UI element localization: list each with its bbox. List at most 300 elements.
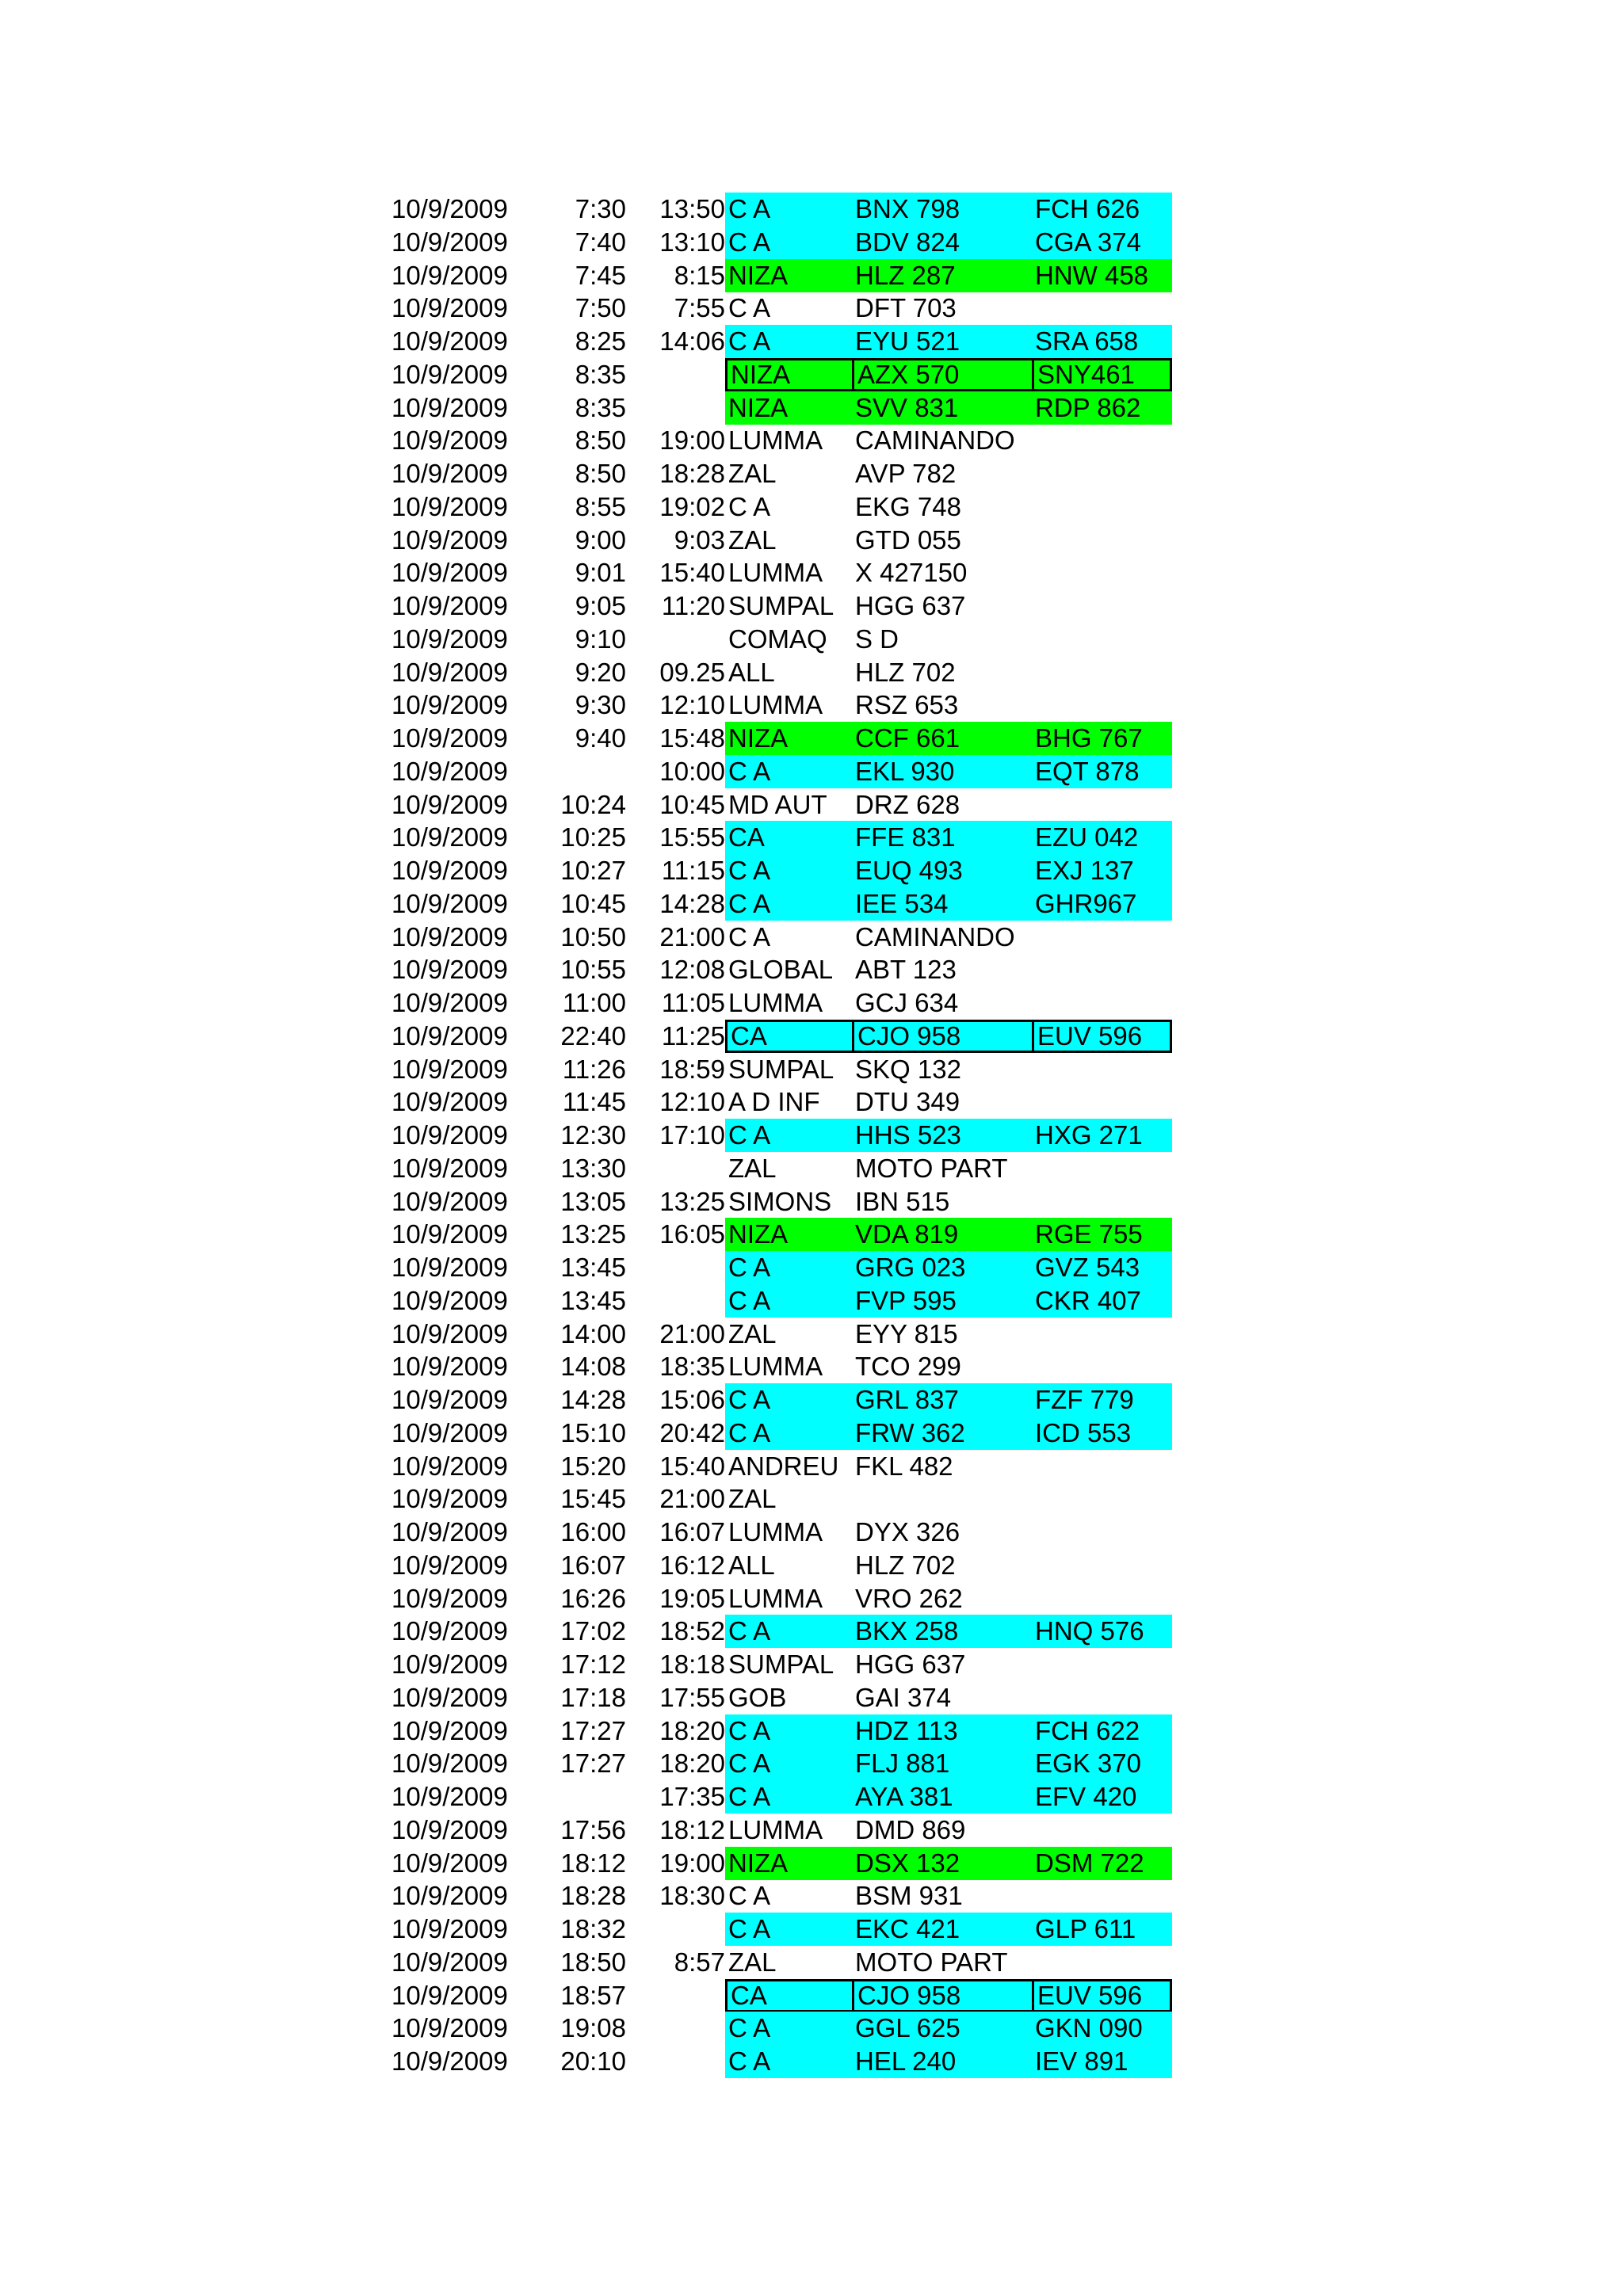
cell-time-in: 9:00 — [575, 524, 626, 555]
cell-time-in: 9:01 — [575, 558, 626, 588]
cell-date: 10/9/2009 — [391, 1417, 508, 1447]
cell-plate-2 — [1035, 953, 1172, 986]
cell-company: NIZA — [725, 1218, 855, 1251]
cell-time-out: 14:28 — [659, 888, 725, 918]
cell-plate-2 — [1035, 1516, 1172, 1549]
cell-plate-1: FKL 482 — [855, 1451, 953, 1481]
cell-plate-2: HNW 458 — [1032, 259, 1172, 292]
cell-time-in: 11:45 — [562, 1087, 626, 1117]
cell-company: ANDREU — [728, 1451, 839, 1481]
cell-time-out: 18:12 — [659, 1814, 725, 1844]
cell-date: 10/9/2009 — [391, 1682, 508, 1712]
cell-plate-2 — [1035, 656, 1172, 689]
cell-time-in: 9:20 — [575, 657, 626, 687]
cell-plate-2 — [1035, 1185, 1172, 1219]
cell-date: 10/9/2009 — [391, 1219, 508, 1249]
cell-time-out: 8:57 — [674, 1947, 725, 1977]
cell-plate-2: SNY461 — [1032, 358, 1172, 391]
cell-date: 10/9/2009 — [391, 1583, 508, 1613]
table-row — [0, 1979, 1623, 2012]
cell-company: GOB — [728, 1682, 787, 1712]
cell-date: 10/9/2009 — [391, 1087, 508, 1117]
cell-plate-1: CAMINANDO — [855, 425, 1015, 456]
cell-date: 10/9/2009 — [391, 921, 508, 952]
cell-plate-2 — [1035, 1946, 1172, 1979]
cell-company: LUMMA — [728, 1583, 823, 1613]
table-row — [0, 556, 1623, 589]
cell-time-out: 17:55 — [659, 1682, 725, 1712]
table-row — [0, 688, 1623, 722]
cell-plate-2: HXG 271 — [1032, 1119, 1172, 1152]
cell-time-out: 18:18 — [659, 1650, 725, 1679]
cell-time-out: 16:12 — [659, 1550, 725, 1580]
table-row — [0, 1648, 1623, 1681]
cell-time-in: 16:07 — [560, 1550, 626, 1580]
cell-company: C A — [725, 325, 855, 358]
cell-company: C A — [725, 1913, 855, 1946]
cell-plate-1: HLZ 702 — [855, 657, 956, 687]
cell-time-out — [618, 2012, 725, 2045]
cell-plate-2 — [1035, 1053, 1172, 1086]
cell-plate-1 — [855, 1482, 1035, 1516]
cell-date: 10/9/2009 — [391, 1848, 508, 1878]
cell-time-in: 14:08 — [560, 1352, 626, 1382]
cell-plate-2: CGA 374 — [1032, 226, 1172, 259]
cell-time-in: 17:12 — [560, 1650, 626, 1679]
table-row — [0, 1482, 1623, 1516]
cell-plate-1: CAMINANDO — [855, 921, 1015, 952]
table-row — [0, 887, 1623, 921]
table-row — [0, 1085, 1623, 1119]
cell-time-in: 15:20 — [560, 1451, 626, 1481]
cell-time-out — [618, 623, 725, 656]
cell-time-out: 16:07 — [659, 1517, 725, 1547]
cell-time-in: 8:35 — [575, 359, 626, 389]
cell-company: A D INF — [728, 1087, 820, 1117]
table-row — [0, 259, 1623, 292]
cell-company: ZAL — [728, 1153, 777, 1183]
cell-company: C A — [725, 193, 855, 226]
cell-company: NIZA — [725, 259, 855, 292]
cell-plate-2 — [1035, 424, 1172, 457]
table-row — [0, 490, 1623, 524]
table-row — [0, 358, 1623, 391]
cell-date: 10/9/2009 — [391, 756, 508, 786]
table-row — [0, 1516, 1623, 1549]
table-row — [0, 1417, 1623, 1450]
cell-date: 10/9/2009 — [391, 591, 508, 620]
cell-company: C A — [728, 293, 771, 323]
cell-time-in: 22:40 — [560, 1020, 626, 1051]
table-row — [0, 1450, 1623, 1483]
cell-company: C A — [728, 921, 771, 952]
cell-plate-2 — [1035, 292, 1172, 325]
cell-time-in: 10:55 — [560, 955, 626, 985]
cell-date: 10/9/2009 — [391, 1484, 508, 1514]
cell-time-in: 10:25 — [560, 822, 626, 852]
cell-plate-1: CJO 958 — [852, 1979, 1035, 2012]
cell-time-in: 19:08 — [560, 2013, 626, 2043]
cell-time-out: 13:10 — [659, 227, 725, 257]
cell-plate-2 — [1035, 1549, 1172, 1582]
cell-time-in: 10:45 — [560, 888, 626, 918]
cell-plate-2: CKR 407 — [1032, 1284, 1172, 1318]
cell-company: MD AUT — [728, 789, 827, 819]
cell-company: NIZA — [725, 358, 855, 391]
table-row — [0, 1318, 1623, 1351]
cell-time-out: 8:15 — [674, 260, 725, 290]
cell-time-out: 9:03 — [674, 524, 725, 555]
cell-date: 10/9/2009 — [391, 1020, 508, 1051]
cell-plate-2: FCH 626 — [1032, 193, 1172, 226]
cell-time-out: 12:10 — [659, 1087, 725, 1117]
cell-plate-2 — [1035, 1482, 1172, 1516]
cell-company: CA — [725, 821, 855, 854]
cell-company: ZAL — [728, 459, 777, 488]
cell-plate-1: GGL 625 — [852, 2012, 1035, 2045]
cell-plate-1: HEL 240 — [852, 2045, 1035, 2078]
table-row — [0, 2012, 1623, 2045]
cell-date: 10/9/2009 — [391, 856, 508, 885]
cell-time-in: 9:40 — [575, 723, 626, 753]
cell-company: LUMMA — [728, 425, 823, 456]
cell-plate-2: EGK 370 — [1032, 1747, 1172, 1780]
cell-time-in: 13:45 — [560, 1285, 626, 1315]
cell-date: 10/9/2009 — [391, 524, 508, 555]
cell-date: 10/9/2009 — [391, 425, 508, 456]
cell-company: C A — [725, 2045, 855, 2078]
cell-company: SUMPAL — [728, 1054, 834, 1084]
table-row — [0, 524, 1623, 557]
cell-plate-2: BHG 767 — [1032, 722, 1172, 755]
cell-time-in: 8:50 — [575, 425, 626, 456]
table-row — [0, 854, 1623, 887]
cell-company: ALL — [728, 657, 775, 687]
cell-company: C A — [725, 1119, 855, 1152]
cell-time-out: 15:48 — [659, 723, 725, 753]
cell-plate-2 — [1035, 788, 1172, 822]
cell-company: LUMMA — [728, 690, 823, 720]
cell-plate-1: FLJ 881 — [852, 1747, 1035, 1780]
cell-time-in: 14:28 — [560, 1385, 626, 1414]
table-row — [0, 986, 1623, 1020]
table-row — [0, 1350, 1623, 1383]
cell-company: C A — [725, 887, 855, 921]
cell-plate-2 — [1035, 1350, 1172, 1383]
cell-time-in: 15:10 — [560, 1417, 626, 1447]
cell-date: 10/9/2009 — [391, 657, 508, 687]
cell-time-out: 20:42 — [659, 1417, 725, 1447]
cell-company: SUMPAL — [728, 591, 834, 620]
table-row — [0, 1879, 1623, 1913]
cell-time-in — [507, 1780, 626, 1814]
cell-date: 10/9/2009 — [391, 1881, 508, 1911]
cell-time-out: 7:55 — [674, 293, 725, 323]
cell-company: C A — [725, 1417, 855, 1450]
cell-time-out — [618, 1979, 725, 2012]
cell-plate-1: DTU 349 — [855, 1087, 960, 1117]
cell-plate-2 — [1035, 524, 1172, 557]
cell-plate-1: DYX 326 — [855, 1517, 960, 1547]
cell-plate-1: HGG 637 — [855, 591, 966, 620]
cell-time-in: 8:50 — [575, 459, 626, 488]
cell-company: C A — [725, 1714, 855, 1748]
cell-time-out: 18:20 — [659, 1749, 725, 1779]
cell-time-in: 11:26 — [562, 1054, 626, 1084]
cell-plate-2: HNQ 576 — [1032, 1615, 1172, 1648]
cell-plate-2 — [1035, 1879, 1172, 1913]
cell-time-out: 18:35 — [659, 1352, 725, 1382]
cell-time-out: 19:00 — [659, 425, 725, 456]
cell-time-out — [618, 1284, 725, 1318]
cell-time-in: 17:56 — [560, 1814, 626, 1844]
cell-date: 10/9/2009 — [391, 1186, 508, 1216]
cell-time-in: 8:35 — [575, 392, 626, 422]
cell-time-in: 13:05 — [560, 1186, 626, 1216]
table-row — [0, 1383, 1623, 1417]
cell-plate-2: GVZ 543 — [1032, 1251, 1172, 1284]
cell-plate-1: AVP 782 — [855, 459, 957, 488]
cell-time-in: 9:30 — [575, 690, 626, 720]
cell-plate-2: GKN 090 — [1032, 2012, 1172, 2045]
cell-time-out: 18:20 — [659, 1715, 725, 1745]
cell-plate-2: EUV 596 — [1032, 1979, 1172, 2012]
cell-time-out: 10:45 — [659, 789, 725, 819]
cell-date: 10/9/2009 — [391, 624, 508, 654]
cell-plate-2: EZU 042 — [1032, 821, 1172, 854]
cell-time-in: 7:30 — [575, 194, 626, 223]
cell-company: ZAL — [728, 524, 777, 555]
cell-time-out: 12:08 — [659, 955, 725, 985]
cell-time-in: 7:45 — [575, 260, 626, 290]
table-row — [0, 1946, 1623, 1979]
cell-company: C A — [725, 1251, 855, 1284]
cell-date: 10/9/2009 — [391, 1318, 508, 1348]
table-row — [0, 2045, 1623, 2078]
cell-company: C A — [725, 1383, 855, 1417]
cell-date: 10/9/2009 — [391, 359, 508, 389]
cell-time-out: 15:06 — [659, 1385, 725, 1414]
cell-company: C A — [728, 491, 771, 521]
cell-time-out: 15:40 — [659, 558, 725, 588]
cell-plate-1: X 427150 — [855, 558, 968, 588]
cell-company: C A — [728, 1881, 771, 1911]
cell-date: 10/9/2009 — [391, 988, 508, 1017]
cell-company: C A — [725, 1780, 855, 1814]
cell-company: LUMMA — [728, 1517, 823, 1547]
cell-date: 10/9/2009 — [391, 1650, 508, 1679]
cell-date: 10/9/2009 — [391, 1616, 508, 1646]
cell-company: LUMMA — [728, 1352, 823, 1382]
cell-company: SIMONS — [728, 1186, 832, 1216]
cell-time-in: 7:50 — [575, 293, 626, 323]
table-row — [0, 755, 1623, 788]
cell-plate-1: EYY 815 — [855, 1318, 958, 1348]
cell-date: 10/9/2009 — [391, 1054, 508, 1084]
cell-date: 10/9/2009 — [391, 723, 508, 753]
cell-date: 10/9/2009 — [391, 1253, 508, 1282]
table-row — [0, 1814, 1623, 1847]
cell-company: C A — [725, 854, 855, 887]
cell-company: C A — [725, 2012, 855, 2045]
cell-plate-1: EUQ 493 — [852, 854, 1035, 887]
cell-plate-1: RSZ 653 — [855, 690, 959, 720]
cell-time-in: 17:27 — [560, 1749, 626, 1779]
cell-plate-1: BNX 798 — [852, 193, 1035, 226]
cell-plate-2: EQT 878 — [1032, 755, 1172, 788]
cell-plate-1: BSM 931 — [855, 1881, 963, 1911]
cell-date: 10/9/2009 — [391, 2046, 508, 2076]
cell-date: 10/9/2009 — [391, 955, 508, 985]
cell-plate-1: AYA 381 — [852, 1780, 1035, 1814]
cell-time-out: 11:25 — [661, 1020, 725, 1051]
cell-time-out: 11:05 — [661, 988, 725, 1017]
cell-plate-2 — [1035, 1085, 1172, 1119]
cell-plate-1: DSX 132 — [852, 1847, 1035, 1880]
cell-time-out: 21:00 — [659, 1484, 725, 1514]
cell-time-in: 10:24 — [560, 789, 626, 819]
cell-plate-1: S D — [855, 624, 899, 654]
table-row — [0, 921, 1623, 954]
cell-company: C A — [725, 1615, 855, 1648]
table-row — [0, 193, 1623, 226]
cell-date: 10/9/2009 — [391, 1814, 508, 1844]
cell-plate-2 — [1035, 1318, 1172, 1351]
cell-date: 10/9/2009 — [391, 1451, 508, 1481]
cell-company: NIZA — [725, 391, 855, 425]
cell-time-in: 13:25 — [560, 1219, 626, 1249]
cell-company: ZAL — [728, 1484, 777, 1514]
cell-plate-1: HHS 523 — [852, 1119, 1035, 1152]
cell-plate-1: MOTO PART — [855, 1153, 1008, 1183]
cell-time-out: 17:10 — [659, 1120, 725, 1150]
cell-time-in: 9:10 — [575, 624, 626, 654]
cell-date: 10/9/2009 — [391, 2013, 508, 2043]
cell-date: 10/9/2009 — [391, 1715, 508, 1745]
cell-time-out: 18:30 — [659, 1881, 725, 1911]
table-row — [0, 589, 1623, 623]
cell-plate-2 — [1035, 1648, 1172, 1681]
table-row — [0, 953, 1623, 986]
cell-date: 10/9/2009 — [391, 888, 508, 918]
cell-plate-2 — [1035, 688, 1172, 722]
table-row — [0, 325, 1623, 358]
table-row — [0, 1549, 1623, 1582]
cell-plate-1: HLZ 287 — [852, 259, 1035, 292]
cell-plate-1: DMD 869 — [855, 1814, 966, 1844]
cell-date: 10/9/2009 — [391, 1980, 508, 2010]
table-row — [0, 1053, 1623, 1086]
cell-date: 10/9/2009 — [391, 293, 508, 323]
cell-plate-2 — [1035, 589, 1172, 623]
cell-plate-1: SVV 831 — [852, 391, 1035, 425]
cell-time-in: 8:25 — [575, 326, 626, 356]
cell-date: 10/9/2009 — [391, 491, 508, 521]
cell-company: C A — [725, 226, 855, 259]
cell-plate-2 — [1035, 457, 1172, 490]
cell-time-out: 13:50 — [659, 194, 725, 223]
cell-date: 10/9/2009 — [391, 1550, 508, 1580]
cell-time-in: 10:27 — [560, 856, 626, 885]
cell-plate-1: GRL 837 — [852, 1383, 1035, 1417]
cell-company: GLOBAL — [728, 955, 834, 985]
cell-plate-1: GRG 023 — [852, 1251, 1035, 1284]
cell-time-out: 15:40 — [659, 1451, 725, 1481]
cell-time-out: 09.25 — [659, 657, 725, 687]
cell-time-out: 21:00 — [659, 921, 725, 952]
cell-time-out — [618, 2045, 725, 2078]
table-row — [0, 1714, 1623, 1748]
cell-plate-2: FZF 779 — [1032, 1383, 1172, 1417]
cell-plate-2: RDP 862 — [1032, 391, 1172, 425]
cell-date: 10/9/2009 — [391, 1947, 508, 1977]
cell-date: 10/9/2009 — [391, 789, 508, 819]
cell-date: 10/9/2009 — [391, 1385, 508, 1414]
cell-plate-1: IEE 534 — [852, 887, 1035, 921]
cell-time-in: 20:10 — [560, 2046, 626, 2076]
table-row — [0, 788, 1623, 822]
table-row — [0, 1913, 1623, 1946]
cell-plate-1: VDA 819 — [852, 1218, 1035, 1251]
cell-date: 10/9/2009 — [391, 392, 508, 422]
cell-plate-1: IBN 515 — [855, 1186, 950, 1216]
table-row — [0, 457, 1623, 490]
table-row — [0, 391, 1623, 425]
cell-time-in — [507, 755, 626, 788]
cell-plate-2 — [1035, 1152, 1172, 1185]
cell-date: 10/9/2009 — [391, 1782, 508, 1811]
table-row — [0, 1020, 1623, 1053]
cell-date: 10/9/2009 — [391, 194, 508, 223]
cell-company: C A — [725, 1747, 855, 1780]
cell-time-out: 18:28 — [659, 459, 725, 488]
cell-plate-2: EXJ 137 — [1032, 854, 1172, 887]
cell-plate-2 — [1035, 556, 1172, 589]
cell-date: 10/9/2009 — [391, 1153, 508, 1183]
cell-time-out: 10:00 — [659, 756, 725, 786]
table-row — [0, 1681, 1623, 1714]
cell-time-out: 17:35 — [659, 1782, 725, 1811]
cell-company: NIZA — [725, 722, 855, 755]
cell-date: 10/9/2009 — [391, 227, 508, 257]
cell-plate-1: DFT 703 — [855, 293, 957, 323]
cell-time-in: 16:26 — [560, 1583, 626, 1613]
cell-plate-1: HGG 637 — [855, 1650, 966, 1679]
cell-date: 10/9/2009 — [391, 822, 508, 852]
cell-plate-2 — [1035, 986, 1172, 1020]
cell-plate-2 — [1035, 1450, 1172, 1483]
table-row — [0, 1582, 1623, 1615]
cell-time-out — [618, 391, 725, 425]
cell-time-in: 16:00 — [560, 1517, 626, 1547]
table-row — [0, 1152, 1623, 1185]
cell-plate-2: DSM 722 — [1032, 1847, 1172, 1880]
cell-date: 10/9/2009 — [391, 459, 508, 488]
cell-plate-2: GLP 611 — [1032, 1913, 1172, 1946]
cell-plate-2: EFV 420 — [1032, 1780, 1172, 1814]
cell-time-out: 15:55 — [659, 822, 725, 852]
cell-plate-2 — [1035, 623, 1172, 656]
cell-plate-1: MOTO PART — [855, 1947, 1008, 1977]
cell-date: 10/9/2009 — [391, 1120, 508, 1150]
cell-time-in: 18:50 — [560, 1947, 626, 1977]
cell-company: LUMMA — [728, 988, 823, 1017]
cell-plate-2 — [1035, 1582, 1172, 1615]
cell-time-out: 14:06 — [659, 326, 725, 356]
cell-time-in: 15:45 — [560, 1484, 626, 1514]
cell-time-in: 17:27 — [560, 1715, 626, 1745]
cell-time-out: 12:10 — [659, 690, 725, 720]
